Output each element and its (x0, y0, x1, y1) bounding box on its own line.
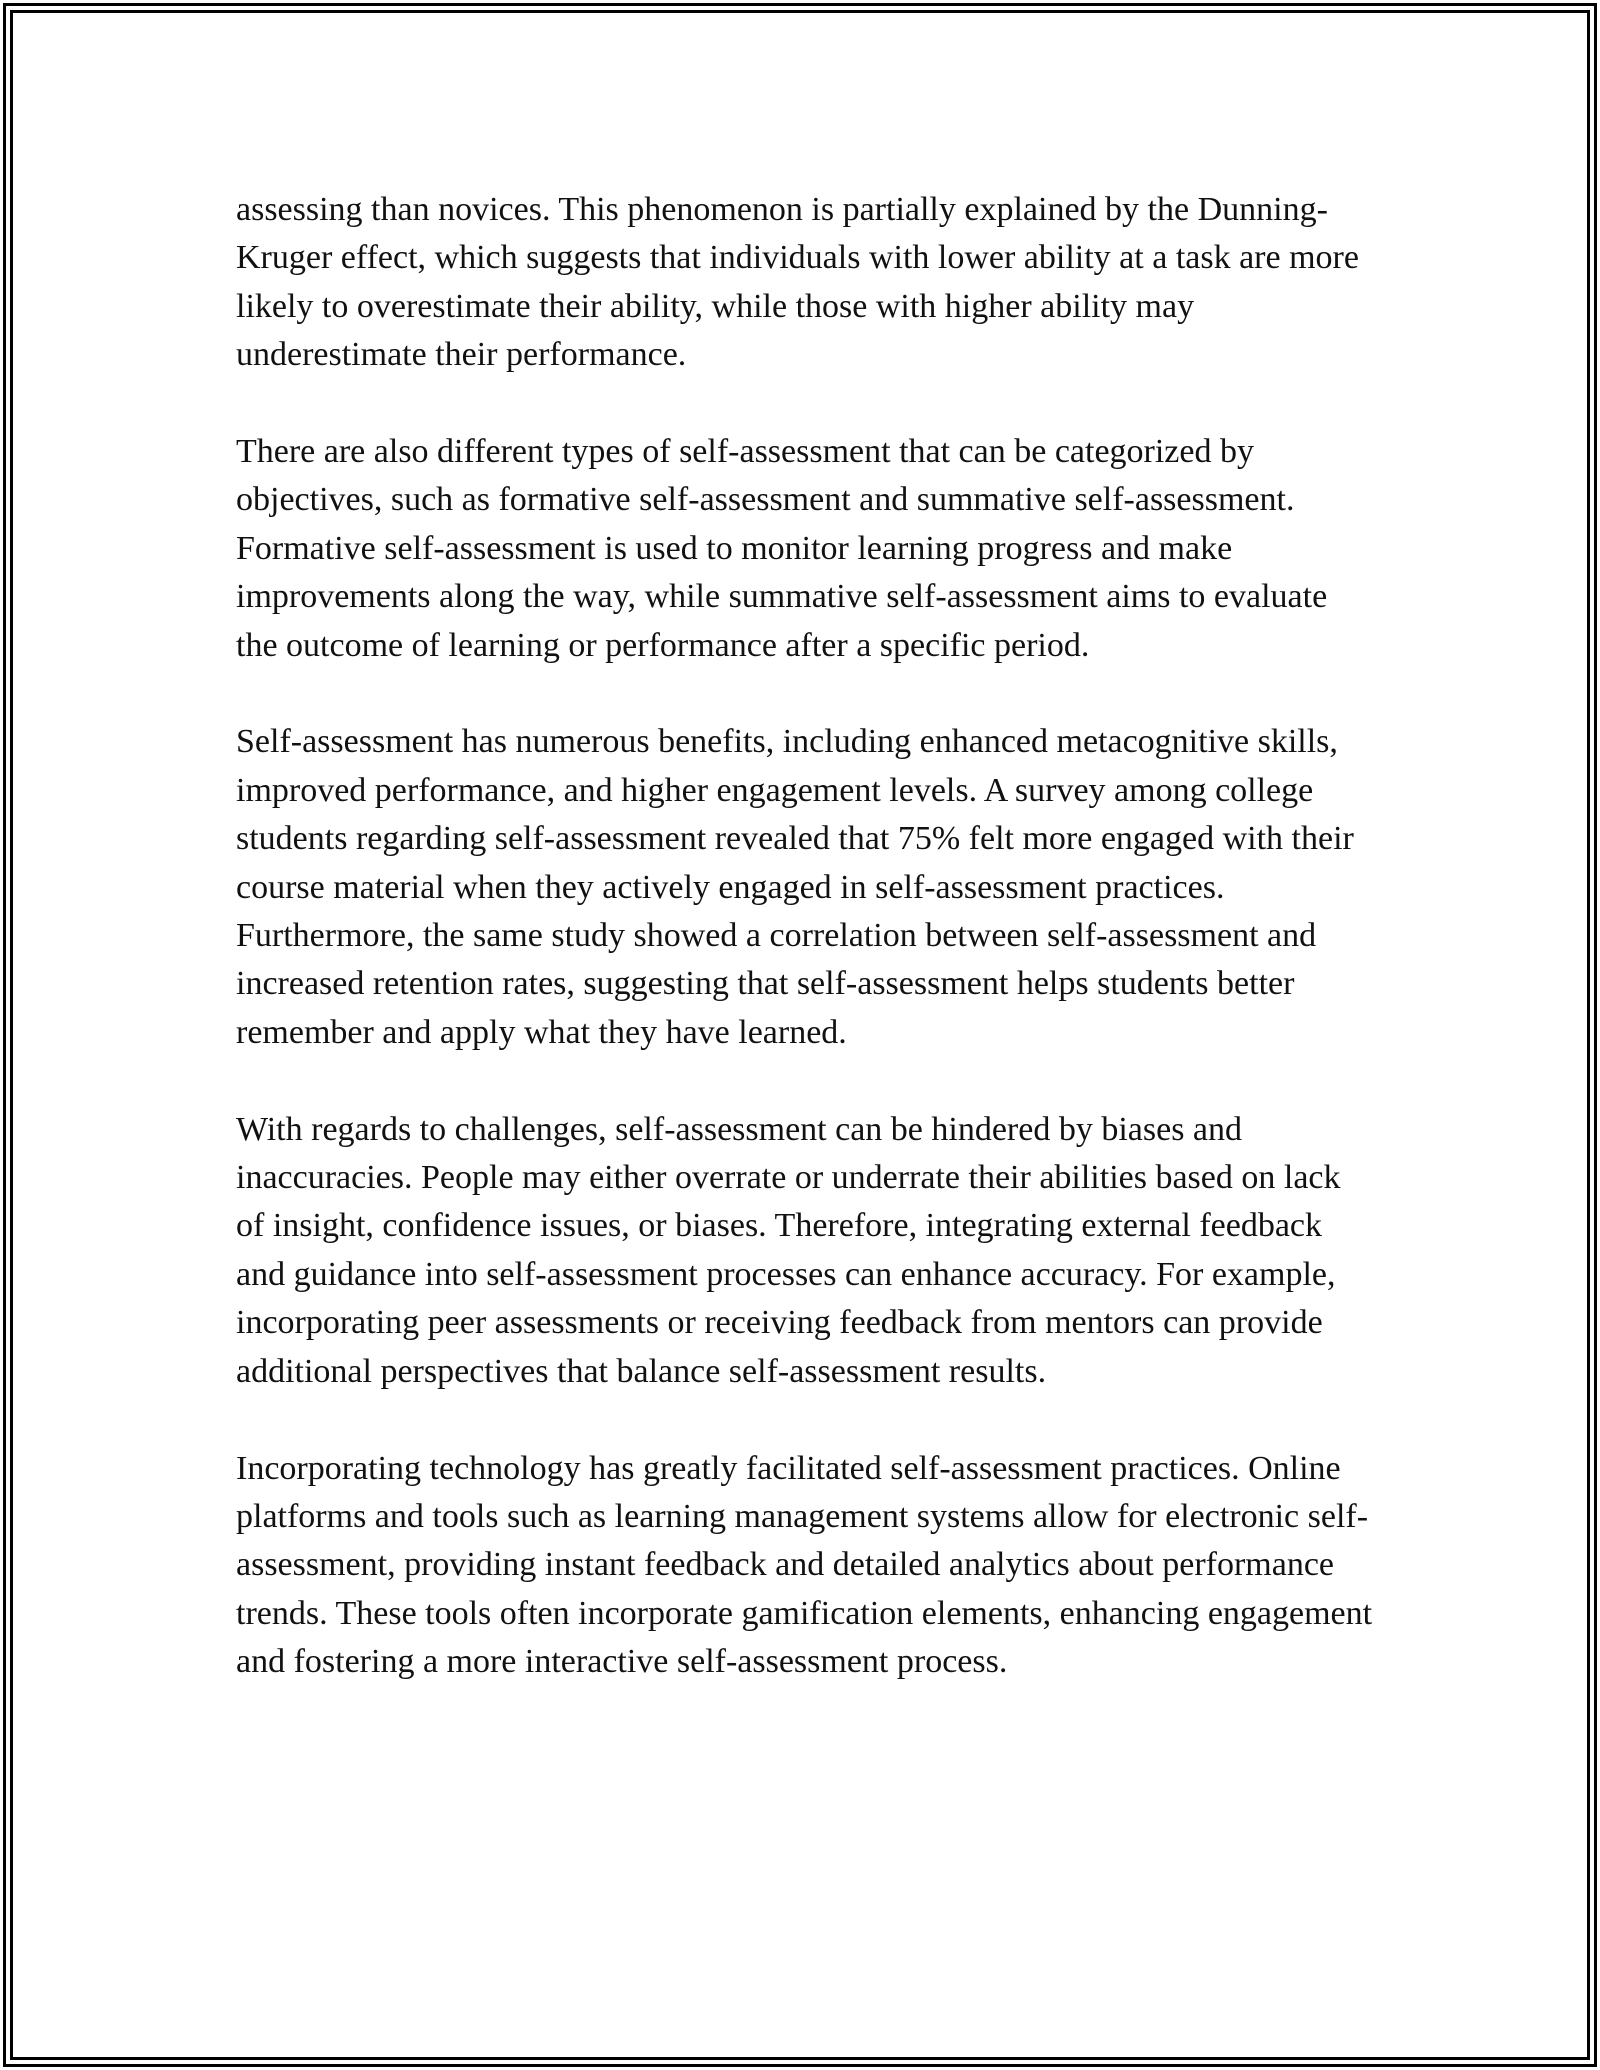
document-body (236, 186, 1376, 1735)
paragraph-benefits: Self-assessment has numerous benefits, including enhanced metacognitive skills, improved performance, and higher engagement levels. A survey among college students regarding self-assessment revealed that 75% felt more engaged with their course material when they actively engaged in self-assessment practices. Furthermore, the same study showed a correlation between self-assessment and increased retention rates, suggesting that self-assessment helps students better remember and apply what they have learned. (236, 723, 1354, 1051)
paragraph-dunning-kruger: assessing than novices. This phenomenon is partially explained by the Dunning-Kruger effect, which suggests that individuals with lower ability at a task are more likely to overestimate their ability, while those with higher ability may underestimate their performance. (236, 191, 1359, 374)
paragraph-types-of-self-assessment: There are also different types of self-assessment that can be categorized by objectives, such as formative self-assessment and summative self-assessment. Formative self-assessment is used to monitor learning progress and make improvements along the way, while summative self-assessment aims to evaluate the outcome of learning or performance after a specific period. (236, 433, 1328, 664)
paragraph-challenges: With regards to challenges, self-assessment can be hindered by biases and inaccuracies. People may either overrate or underrate their abilities based on lack of insight, confidence issues, or biases. Therefore, integrating external feedback and guidance into self-assessment processes can enhance accuracy. For example, incorporating peer assessments or receiving feedback from mentors can provide additional perspectives that balance self-assessment results. (236, 1110, 1341, 1390)
paragraph-technology: Incorporating technology has greatly facilitated self-assessment practices. Online platforms and tools such as learning management systems allow for electronic self-assessment, providing instant feedback and detailed analytics about performance trends. These tools often incorporate gamification elements, enhancing engagement and fostering a more interactive self-assessment process. (236, 1449, 1373, 1681)
